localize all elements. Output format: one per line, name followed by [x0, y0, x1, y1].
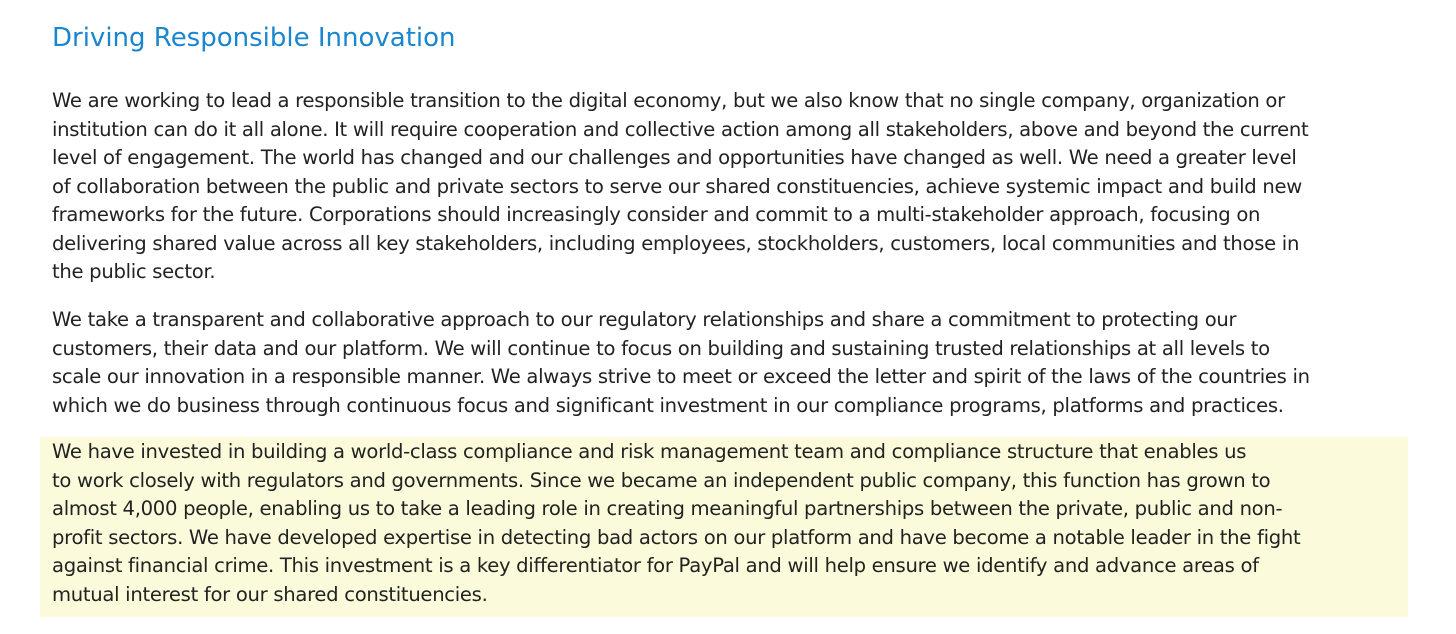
paragraph-line: We have invested in building a world-class compliance and risk management team and compliance structure that enables us [52, 440, 1247, 463]
paragraph-line: customers, their data and our platform. We will continue to focus on building and sustaining trusted relationships at all levels to [52, 336, 1270, 360]
paragraph-line: profit sectors. We have developed expertise in detecting bad actors on our platform and have become a notable leader in the fight [52, 525, 1301, 549]
paragraph-line: We take a transparent and collaborative approach to our regulatory relationships and share a commitment to protecting our [52, 308, 1237, 331]
paragraph-line: We are working to lead a responsible transition to the digital economy, but we also know that no single company, organization or [52, 89, 1285, 112]
paragraph-line: frameworks for the future. Corporations should increasingly consider and commit to a multi-stakeholder approach, focusing on [52, 203, 1261, 226]
paragraph-line: against financial crime. This investment is a key differentiator for PayPal and will help ensure we identify and advance areas of [52, 554, 1259, 577]
paragraph-line: which we do business through continuous focus and significant investment in our compliance programs, platforms and practices. [52, 393, 1284, 417]
paragraph-line: delivering shared value across all key stakeholders, including employees, stockholders, customers, local communities and those in [52, 231, 1300, 255]
paragraph-line: mutual interest for our shared constituencies. [52, 582, 488, 606]
paragraph-line: scale our innovation in a responsible manner. We always strive to meet or exceed the letter and spirit of the laws of the countries in [52, 365, 1310, 388]
paragraph-line: institution can do it all alone. It will require cooperation and collective action among all stakeholders, above and beyond the current [52, 117, 1309, 141]
paragraph-responsible-transition [52, 87, 1308, 287]
paragraph-line: of collaboration between the public and private sectors to serve our shared constituencies, achieve systemic impact and build new [52, 174, 1302, 198]
paragraph-line: the public sector. [52, 260, 216, 283]
paragraph-compliance-investment-highlighted [52, 438, 1300, 609]
paragraph-line: level of engagement. The world has changed and our challenges and opportunities have changed as well. We need a greater level [52, 146, 1297, 169]
section-heading: Driving Responsible Innovation [52, 23, 456, 53]
paragraph-regulatory-approach [52, 306, 1310, 420]
paragraph-line: to work closely with regulators and governments. Since we became an independent public company, this function has grown to [52, 468, 1271, 492]
paragraph-line: almost 4,000 people, enabling us to take a leading role in creating meaningful partnerships between the private, public and non- [52, 497, 1283, 520]
